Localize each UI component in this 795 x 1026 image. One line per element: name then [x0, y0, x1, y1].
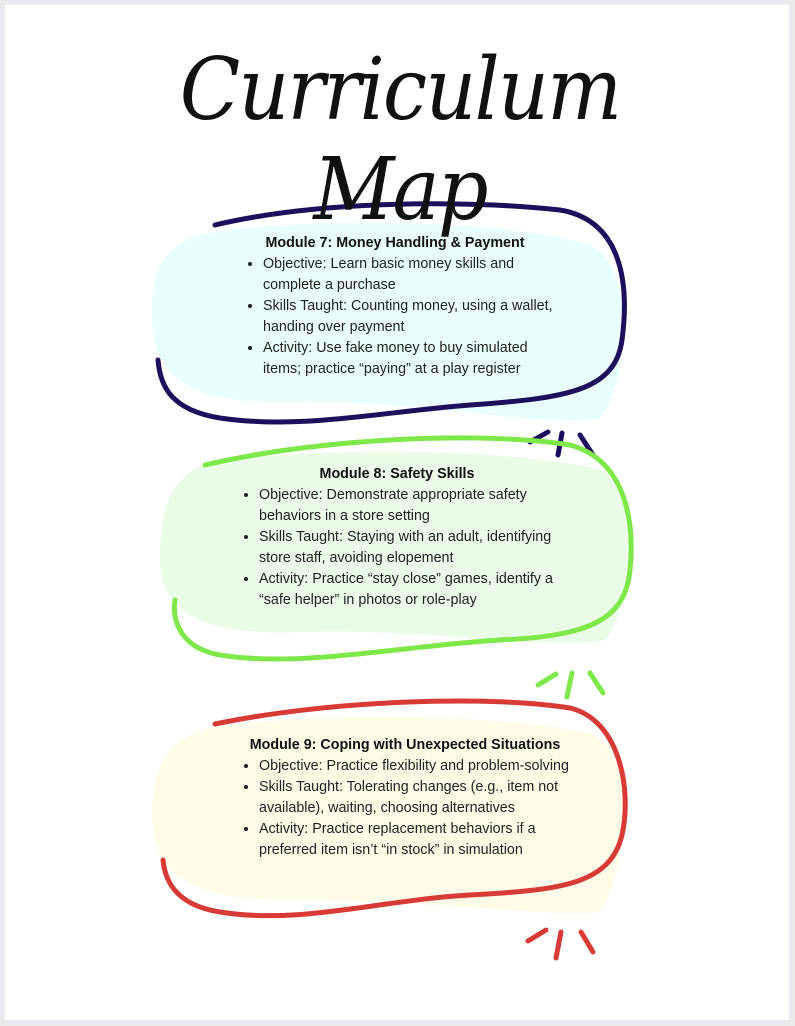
list-item: • Objective: Practice flexibility and problem-solving: [259, 756, 579, 777]
list-item: • Activity: Practice replacement behaviors if a preferred item isn’t “in stock” in simulation: [259, 819, 579, 861]
module-8-accent-marks: [538, 673, 603, 697]
module-title: Module 8: Safety Skills: [319, 466, 475, 482]
module-9-accent-marks: [528, 930, 593, 958]
module-title: Module 7: Money Handling & Payment: [265, 235, 525, 251]
page-title: Curriculum Map: [179, 40, 621, 240]
list-item: • Objective: Learn basic money skills and complete a purchase: [263, 254, 563, 296]
list-item: • Skills Taught: Counting money, using a wallet, handing over payment: [263, 296, 563, 338]
list-item: • Objective: Demonstrate appropriate safety behaviors in a store setting: [259, 485, 569, 527]
list-item: • Skills Taught: Tolerating changes (e.g., item not available), waiting, choosing alternatives: [259, 777, 579, 819]
list-item: • Activity: Use fake money to buy simulated items; practice “paying” at a play register: [263, 338, 563, 380]
module-9: [232, 735, 578, 861]
module-7: [234, 233, 556, 380]
module-8: [232, 464, 562, 611]
module-title: Module 9: Coping with Unexpected Situations: [249, 737, 561, 753]
list-item: • Activity: Practice “stay close” games, identify a “safe helper” in photos or role-play: [259, 569, 569, 611]
list-item: • Skills Taught: Staying with an adult, identifying store staff, avoiding elopement: [259, 527, 569, 569]
